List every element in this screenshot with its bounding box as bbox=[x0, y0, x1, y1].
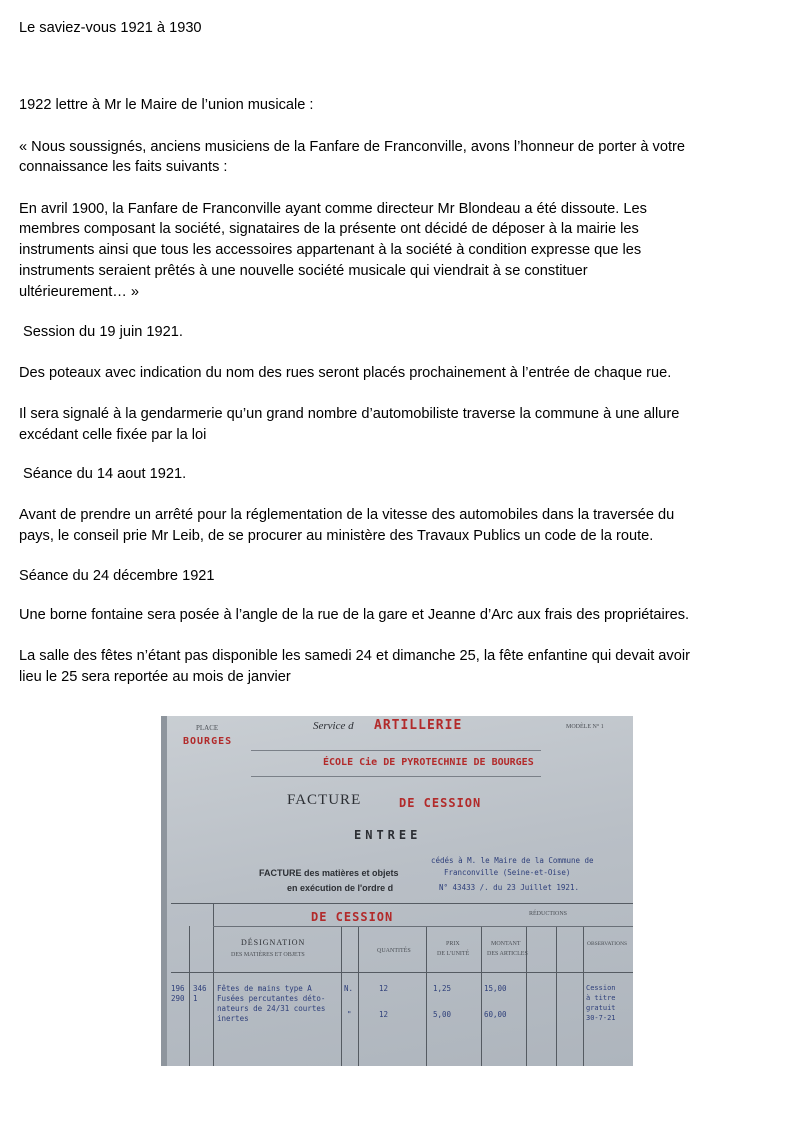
place-label: PLACE bbox=[196, 724, 219, 732]
table-column-line bbox=[358, 926, 359, 1066]
paragraph-line: instruments ainsi que tous les accessoires appartenant à la société à condition expresse que les bbox=[19, 242, 642, 258]
col-montant: MONTANT bbox=[491, 941, 521, 947]
table-column-line bbox=[481, 926, 482, 1066]
table-column-line bbox=[526, 926, 527, 1066]
montant-cell: 15,00 bbox=[484, 984, 507, 993]
entree-label: ENTREE bbox=[354, 828, 422, 842]
paragraph-line: Il sera signalé à la gendarmerie qu’un grand nombre d’automobiliste traverse la commune à une allure bbox=[19, 406, 680, 422]
qty-cell: 12 bbox=[379, 1010, 389, 1019]
paragraph-line: pays, le conseil prie Mr Leib, de se procurer au ministère des Travaux Publics un code de la route. bbox=[19, 528, 654, 544]
item-line: inertes bbox=[217, 1014, 249, 1023]
item-line: nateurs de 24/31 courtes bbox=[217, 1004, 326, 1013]
session-heading: Séance du 24 décembre 1921 bbox=[19, 568, 215, 584]
table-column-line bbox=[213, 903, 214, 1066]
paragraph-line: membres composant la société, signataires de la présente ont décidé de déposer à la mairie les bbox=[19, 221, 639, 237]
paragraph-line: Avant de prendre un arrêté pour la réglementation de la vitesse des automobiles dans la traversée du bbox=[19, 507, 675, 523]
paragraph-line: Une borne fontaine sera posée à l’angle de la rue de la gare et Jeanne d’Arc aux frais des propriétaires. bbox=[19, 607, 690, 623]
paragraph-line: ultérieurement… » bbox=[19, 284, 140, 300]
paragraph-line: La salle des fêtes n’étant pas disponible les samedi 24 et dimanche 25, la fête enfantine qui devait avoir bbox=[19, 648, 690, 664]
table-border bbox=[171, 903, 633, 904]
table-column-line bbox=[583, 926, 584, 1066]
execution-label: en exécution de l'ordre d bbox=[287, 883, 394, 893]
row-ref: 290 bbox=[171, 994, 185, 1003]
divider bbox=[251, 776, 541, 777]
item-line: Fêtes de mains type A bbox=[217, 984, 312, 993]
item-line: Fusées percutantes déto- bbox=[217, 994, 326, 1003]
montant-cell: 60,00 bbox=[484, 1010, 507, 1019]
paragraph-line: En avril 1900, la Fanfare de Franconville ayant comme directeur Mr Blondeau a été dissoute. Les bbox=[19, 201, 647, 217]
qty-cell: 12 bbox=[379, 984, 389, 993]
letter-heading: 1922 lettre à Mr le Maire de l’union musicale : bbox=[19, 97, 314, 113]
col-prix-sub: DE L'UNITÉ bbox=[437, 951, 470, 957]
facture-value: DE CESSION bbox=[399, 796, 482, 810]
quote-line: connaissance les faits suivants : bbox=[19, 159, 228, 175]
prix-cell: 5,00 bbox=[433, 1010, 452, 1019]
place-value: BOURGES bbox=[183, 736, 233, 747]
service-label: Service d bbox=[313, 720, 354, 732]
table-column-line bbox=[426, 926, 427, 1066]
table-cession-label: DE CESSION bbox=[311, 910, 394, 924]
table-column-line bbox=[556, 926, 557, 1066]
service-value: ARTILLERIE bbox=[374, 718, 463, 733]
col-observations: OBSERVATIONS bbox=[587, 941, 628, 947]
col-quantites: QUANTITÉS bbox=[377, 948, 411, 954]
doc-title: Le saviez-vous 1921 à 1930 bbox=[19, 20, 202, 36]
row-ref: 346 bbox=[193, 984, 207, 993]
paragraph-line: Des poteaux avec indication du nom des rues seront placés prochainement à l’entrée de chaque rue. bbox=[19, 365, 672, 381]
observation-cell: à titre bbox=[586, 994, 616, 1002]
unit-cell: " bbox=[347, 1010, 352, 1019]
quote-line: « Nous soussignés, anciens musiciens de la Fanfare de Franconville, avons l’honneur de porter à votre bbox=[19, 139, 686, 155]
observation-cell: 30-7-21 bbox=[586, 1014, 616, 1022]
table-column-line bbox=[341, 926, 342, 1066]
unit-cell: N. bbox=[344, 984, 354, 993]
matieres-label: FACTURE des matières et objets bbox=[259, 868, 399, 878]
modele-label: MODÈLE N° 1 bbox=[566, 724, 604, 730]
table-column-line bbox=[189, 926, 190, 1066]
paragraph-line: excédant celle fixée par la loi bbox=[19, 427, 207, 443]
col-montant-sub: DES ARTICLES bbox=[487, 951, 528, 957]
observation-cell: Cession bbox=[586, 984, 616, 992]
paragraph-line: lieu le 25 sera reportée au mois de janvier bbox=[19, 669, 291, 685]
cede-line: cédés à M. le Maire de la Commune de bbox=[431, 856, 594, 865]
scan-edge bbox=[161, 716, 167, 1066]
scanned-invoice-image bbox=[161, 716, 633, 1066]
col-prix: PRIX bbox=[446, 941, 460, 947]
col-designation-sub: DES MATIÈRES ET OBJETS bbox=[231, 952, 305, 958]
cede-line: Franconville (Seine-et-Oise) bbox=[444, 868, 571, 877]
divider bbox=[251, 750, 541, 751]
prix-cell: 1,25 bbox=[433, 984, 452, 993]
table-border bbox=[213, 926, 633, 927]
paragraph-line: instruments seraient prêtés à une nouvelle société musicale qui viendrait à se constituer bbox=[19, 263, 588, 279]
col-reductions: RÉDUCTIONS bbox=[529, 911, 568, 917]
row-ref: 1 bbox=[193, 994, 198, 1003]
table-border bbox=[171, 972, 633, 973]
row-ref: 196 bbox=[171, 984, 185, 993]
facture-label: FACTURE bbox=[287, 792, 362, 808]
col-designation: DÉSIGNATION bbox=[241, 938, 306, 947]
session-heading: Session du 19 juin 1921. bbox=[19, 324, 183, 340]
ordre-value: N° 43433 /. du 23 Juillet 1921. bbox=[439, 883, 579, 892]
session-heading: Séance du 14 aout 1921. bbox=[19, 466, 187, 482]
etablissement-value: ÉCOLE Cie DE PYROTECHNIE DE BOURGES bbox=[323, 757, 534, 768]
observation-cell: gratuit bbox=[586, 1004, 616, 1012]
